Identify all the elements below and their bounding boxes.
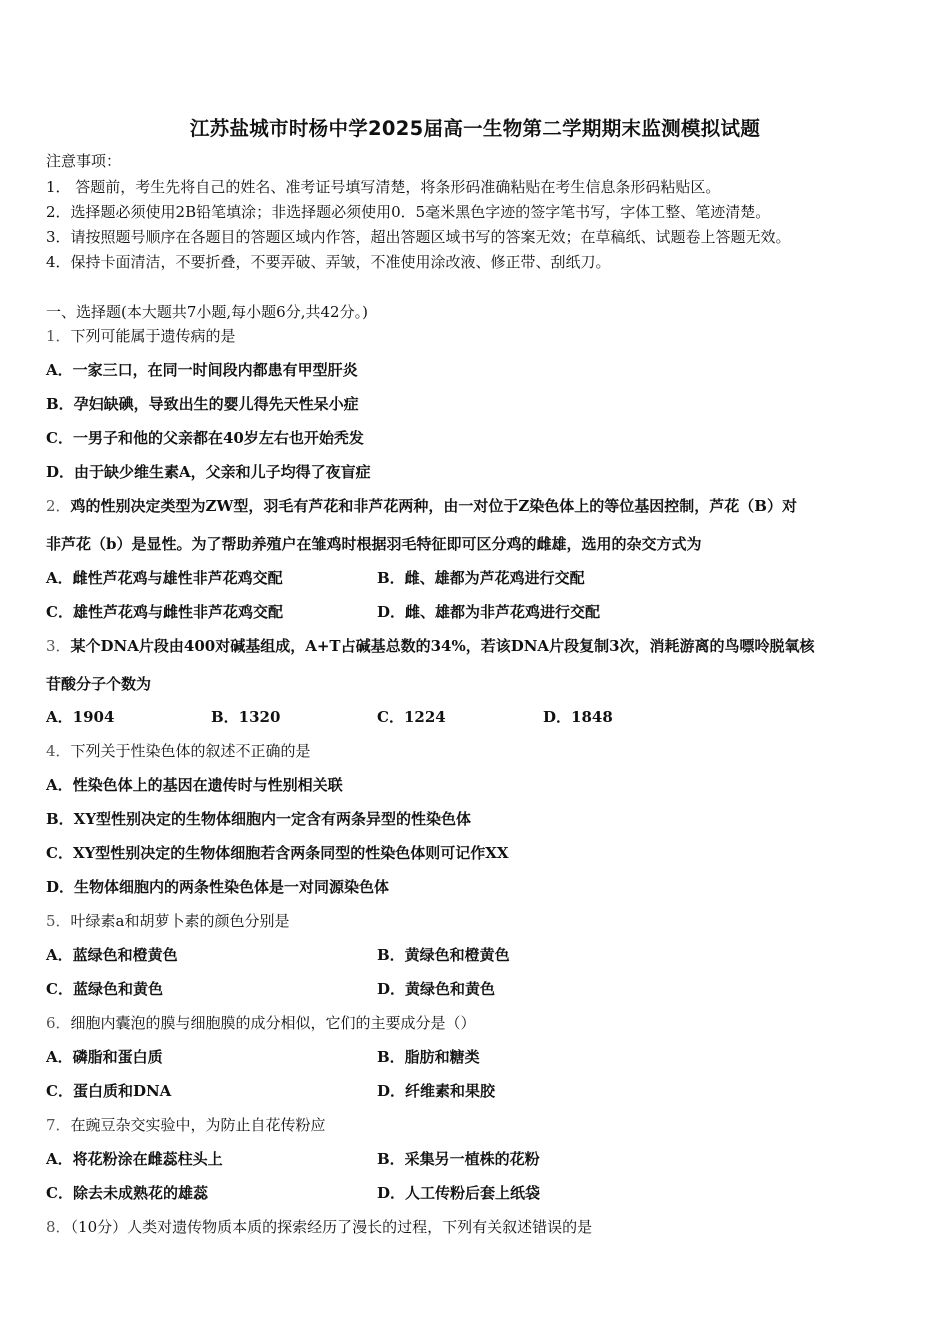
question-number: 4．	[46, 742, 71, 760]
question-2-stem-cont: 非芦花（b）是显性。为了帮助养殖户在雏鸡时根据羽毛特征即可区分鸡的雌雄，选用的杂交方式为	[46, 535, 702, 553]
question-5-stem	[46, 911, 290, 931]
question-2-option-d: D．雌、雄都为非芦花鸡进行交配	[377, 603, 601, 621]
question-1-option-c: C．一男子和他的父亲都在40岁左右也开始秃发	[46, 429, 364, 447]
question-1-stem	[46, 326, 236, 346]
question-3-option-d: D．1848	[543, 708, 613, 726]
question-number: 5．	[46, 912, 71, 930]
question-7-option-c: C．除去未成熟花的雄蕊	[46, 1184, 208, 1202]
question-5-option-c: C．蓝绿色和黄色	[46, 980, 163, 998]
question-7-stem	[46, 1115, 326, 1135]
notice-item: 4．保持卡面清洁，不要折叠，不要弄破、弄皱，不准使用涂改液、修正带、刮纸刀。	[46, 253, 611, 271]
question-6-option-b: B．脂肪和糖类	[377, 1048, 480, 1066]
question-6-option-c: C．蛋白质和DNA	[46, 1082, 172, 1100]
question-4-stem	[46, 741, 311, 761]
question-1-option-b: B．孕妇缺碘，导致出生的婴儿得先天性呆小症	[46, 395, 359, 413]
question-text: （10分）人类对遗传物质本质的探索经历了漫长的过程，下列有关叙述错误的是	[70, 1218, 593, 1236]
question-text: 细胞内囊泡的膜与细胞膜的成分相似，它们的主要成分是（）	[70, 1014, 476, 1032]
question-1-option-d: D．由于缺少维生素A，父亲和儿子均得了夜盲症	[46, 463, 371, 481]
section-heading: 一、选择题(本大题共7小题,每小题6分,共42分。)	[46, 303, 368, 321]
question-4-option-b: B．XY型性别决定的生物体细胞内一定含有两条异型的性染色体	[46, 810, 472, 828]
question-7-option-d: D．人工传粉后套上纸袋	[377, 1184, 541, 1202]
question-5-option-b: B．黄绿色和橙黄色	[377, 946, 510, 964]
question-6-option-a: A．磷脂和蛋白质	[46, 1048, 163, 1066]
question-number: 3．	[46, 637, 71, 655]
question-3-option-b: B．1320	[211, 708, 281, 726]
notice-heading: 注意事项：	[46, 152, 122, 170]
question-2-option-a: A．雌性芦花鸡与雄性非芦花鸡交配	[46, 569, 283, 587]
question-text: 下列关于性染色体的叙述不正确的是	[70, 742, 311, 760]
notice-item: 1． 答题前，考生先将自己的姓名、准考证号填写清楚，将条形码准确粘贴在考生信息条形码粘贴区。	[46, 178, 721, 196]
page-title: 江苏盐城市时杨中学2025届高一生物第二学期期末监测模拟试题	[189, 117, 761, 140]
question-4-option-d: D．生物体细胞内的两条性染色体是一对同源染色体	[46, 878, 390, 896]
question-text: 鸡的性别决定类型为ZW型，羽毛有芦花和非芦花两种，由一对位于Z染色体上的等位基因控制，芦花（B）对	[70, 497, 797, 515]
notice-item: 2．选择题必须使用2B铅笔填涂；非选择题必须使用0．5毫米黑色字迹的签字笔书写，字体工整、笔迹清楚。	[46, 203, 771, 221]
question-3-stem	[46, 636, 815, 656]
question-2-option-c: C．雄性芦花鸡与雌性非芦花鸡交配	[46, 603, 283, 621]
question-7-option-a: A．将花粉涂在雌蕊柱头上	[46, 1150, 223, 1168]
question-number: 1．	[46, 327, 71, 345]
question-text: 在豌豆杂交实验中，为防止自花传粉应	[70, 1116, 326, 1134]
question-6-option-d: D．纤维素和果胶	[377, 1082, 496, 1100]
question-5-option-a: A．蓝绿色和橙黄色	[46, 946, 178, 964]
question-text: 下列可能属于遗传病的是	[70, 327, 236, 345]
question-7-option-b: B．采集另一植株的花粉	[377, 1150, 540, 1168]
question-4-option-a: A．性染色体上的基因在遗传时与性别相关联	[46, 776, 343, 794]
question-3-option-c: C．1224	[377, 708, 446, 726]
question-number: 7．	[46, 1116, 71, 1134]
question-4-option-c: C．XY型性别决定的生物体细胞若含两条同型的性染色体则可记作XX	[46, 844, 509, 862]
question-number: 6．	[46, 1014, 71, 1032]
question-text: 某个DNA片段由400对碱基组成，A+T占碱基总数的34%，若该DNA片段复制3次，消耗游离的鸟嘌呤脱氧核	[70, 637, 815, 655]
question-3-stem-cont: 苷酸分子个数为	[46, 675, 152, 693]
notice-item: 3．请按照题号顺序在各题目的答题区域内作答，超出答题区域书写的答案无效；在草稿纸、试题卷上答题无效。	[46, 228, 791, 246]
question-number: 8．	[46, 1218, 71, 1236]
question-8-stem	[46, 1217, 592, 1237]
question-5-option-d: D．黄绿色和黄色	[377, 980, 496, 998]
question-6-stem	[46, 1013, 476, 1033]
question-1-option-a: A．一家三口，在同一时间段内都患有甲型肝炎	[46, 361, 358, 379]
question-number: 2．	[46, 497, 71, 515]
question-2-option-b: B．雌、雄都为芦花鸡进行交配	[377, 569, 585, 587]
question-text: 叶绿素a和胡萝卜素的颜色分别是	[70, 912, 290, 930]
question-2-stem	[46, 496, 797, 516]
question-3-option-a: A．1904	[46, 708, 115, 726]
